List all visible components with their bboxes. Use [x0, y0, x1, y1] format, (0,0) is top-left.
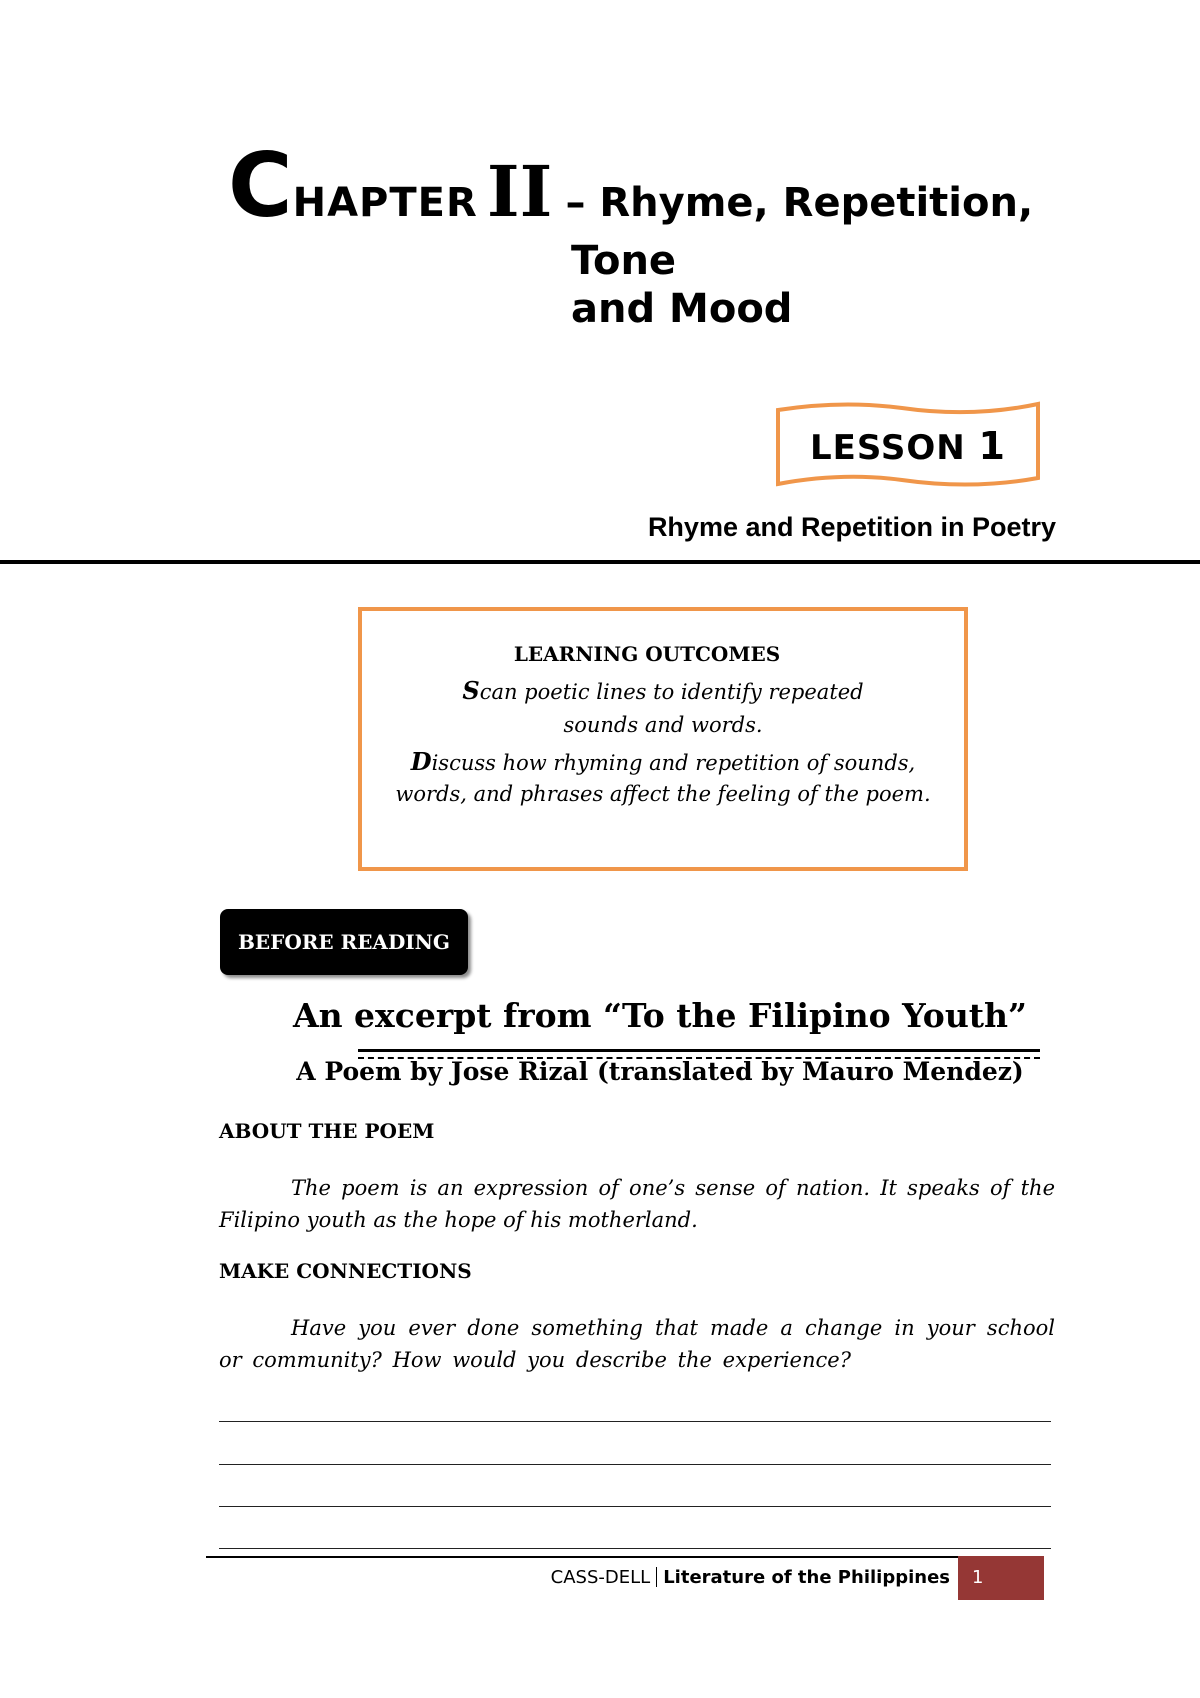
answer-line[interactable] — [219, 1506, 1051, 1507]
connections-heading: MAKE CONNECTIONS — [219, 1259, 472, 1283]
about-heading: ABOUT THE POEM — [219, 1119, 435, 1143]
footer-org: CASS-DELL — [550, 1567, 651, 1588]
outcome-1-text: can poetic lines to identify repeated — [479, 680, 864, 704]
answer-line[interactable] — [219, 1548, 1051, 1549]
outcome-1-line2: sounds and words. — [563, 713, 763, 737]
chapter-number: II — [486, 150, 553, 233]
connections-text: Have you ever done something that made a change in your school or community? How would you describe the experience? — [219, 1316, 1055, 1372]
section-divider — [0, 560, 1200, 564]
lesson-word: LESSON — [810, 428, 966, 468]
lesson-title: Rhyme and Repetition in Poetry — [647, 512, 1056, 542]
outcome-1-lead-letter: S — [462, 676, 480, 705]
poem-title: An excerpt from “To the Filipino Youth” — [292, 996, 1028, 1035]
lesson-label — [772, 424, 1044, 468]
answer-line[interactable] — [219, 1464, 1051, 1465]
outcome-1-line1 — [358, 676, 968, 705]
outcome-2-line2: words, and phrases affect the feeling of the poem. — [395, 782, 931, 806]
poem-author: A Poem by Jose Rizal (translated by Mauro Mendez) — [296, 1057, 1024, 1086]
footer-text — [500, 1567, 950, 1588]
answer-line[interactable] — [219, 1421, 1051, 1422]
chapter-title-line2: Tone — [571, 238, 677, 284]
about-text: The poem is an expression of one’s sense of nation. It speaks of the Filipino youth as the hope of his motherland. — [219, 1176, 1055, 1232]
chapter-heading — [228, 134, 1034, 237]
footer-separator — [656, 1567, 657, 1587]
footer-course: Literature of the Philippines — [663, 1567, 950, 1588]
chapter-title-line1: – Rhyme, Repetition, — [565, 180, 1034, 226]
before-reading-label: BEFORE READING — [237, 930, 451, 954]
chapter-word: HAPTER — [292, 180, 478, 226]
lesson-number: 1 — [978, 424, 1006, 468]
chapter-title-line3: and Mood — [571, 286, 793, 332]
outcome-2-text: iscuss how rhyming and repetition of sounds, — [431, 751, 916, 775]
chapter-first-letter: C — [228, 134, 293, 237]
footer-rule — [206, 1556, 1044, 1558]
learning-outcomes-heading: LEARNING OUTCOMES — [513, 642, 781, 666]
outcome-2-line1 — [358, 747, 968, 776]
page-number: 1 — [972, 1567, 984, 1588]
outcome-2-lead-letter: D — [410, 747, 432, 776]
